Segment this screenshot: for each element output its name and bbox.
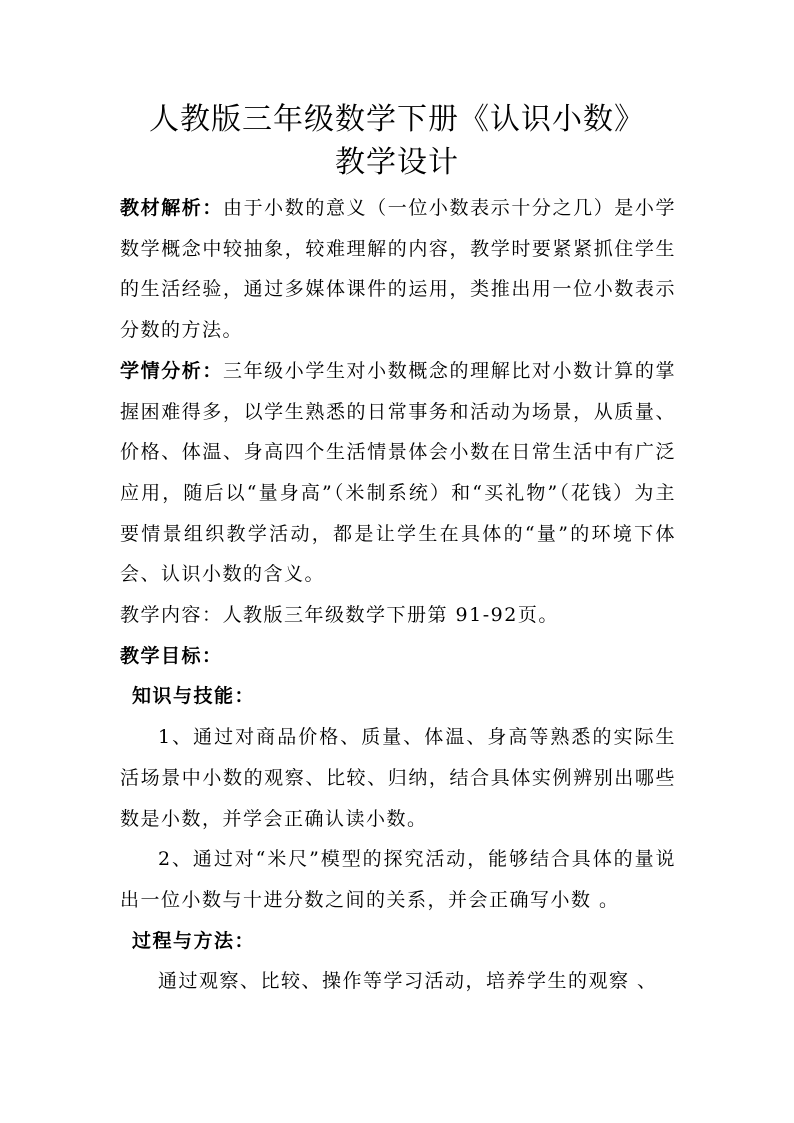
student-analysis-heading: 学情分析： xyxy=(120,359,223,382)
teaching-goals-heading: 教学目标： xyxy=(120,644,223,667)
document-body xyxy=(120,188,676,1002)
goal-item-2: 2、通过对“米尺”模型的探究活动，能够结合具体的量说出一位小数与十进分数之间的关系，并会正确写小数 。 xyxy=(120,848,676,911)
material-analysis-paragraph xyxy=(120,188,676,351)
teaching-content: 教学内容：人教版三年级数学下册第 91-92页。 xyxy=(120,604,559,627)
student-analysis-paragraph xyxy=(120,351,676,595)
goal-item-1: 1、通过对商品价格、质量、体温、身高等熟悉的实际生活场景中小数的观察、比较、归纳，结合具体实例辨别出哪些数是小数，并学会正确认读小数。 xyxy=(120,726,676,830)
document-title: 人教版三年级数学下册《认识小数》 xyxy=(149,102,645,137)
knowledge-skills-heading: 知识与技能： xyxy=(132,685,256,708)
material-analysis-heading: 教材解析： xyxy=(120,197,223,219)
material-analysis-text: 由于小数的意义（一位小数表示十分之几）是小学数学概念中较抽象，较难理解的内容，教学时要紧紧抓住学生的生活经验，通过多媒体课件的运用，类推出用一位小数表示分数的方法。 xyxy=(120,197,676,342)
process-method-text: 通过观察、比较、操作等学习活动，培养学生的观察 、 xyxy=(158,970,658,993)
student-analysis-text: 三年级小学生对小数概念的理解比对小数计算的掌握困难得多，以学生熟悉的日常事务和活动为场景，从质量、价格、体温、身高四个生活情景体会小数在日常生活中有广泛应用，随后以“量身高”（米制系统）和“买礼物”（花钱）为主要情景组织教学活动，都是让学生在具体的“量”的环境下体会、认识小数的含义。 xyxy=(120,359,676,586)
document-subtitle: 教学设计 xyxy=(335,145,459,180)
process-method-heading: 过程与方法： xyxy=(132,929,256,952)
